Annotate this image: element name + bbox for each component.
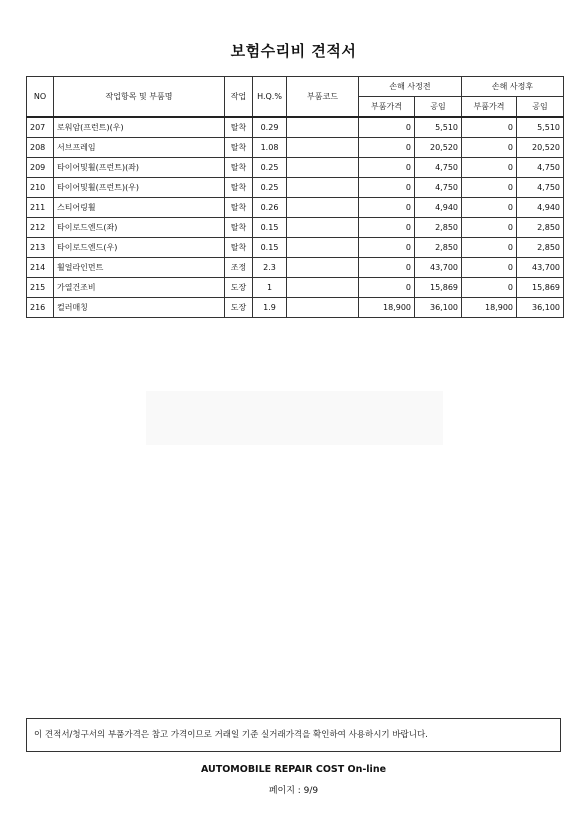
row-before-labor: 15,869	[415, 278, 462, 298]
row-after-labor: 5,510	[517, 117, 564, 138]
row-after-labor: 4,750	[517, 178, 564, 198]
row-after-labor: 15,869	[517, 278, 564, 298]
row-work: 도장	[225, 298, 253, 318]
header-after-labor: 공임	[517, 97, 564, 118]
row-item: 로워암(프런트)(우)	[54, 117, 225, 138]
row-before-part-price: 0	[359, 278, 415, 298]
row-after-part-price: 0	[462, 258, 517, 278]
row-item: 휠얼라인먼트	[54, 258, 225, 278]
header-before-part-price: 부품가격	[359, 97, 415, 118]
row-before-part-price: 0	[359, 138, 415, 158]
header-part-code: 부품코드	[287, 77, 359, 118]
header-hq: H.Q.%	[253, 77, 287, 118]
row-after-part-price: 0	[462, 117, 517, 138]
row-no: 214	[27, 258, 54, 278]
row-item: 타이어및휠(프런트)(우)	[54, 178, 225, 198]
row-part-code	[287, 238, 359, 258]
table-row	[27, 278, 564, 298]
row-after-part-price: 0	[462, 198, 517, 218]
row-after-part-price: 18,900	[462, 298, 517, 318]
row-part-code	[287, 258, 359, 278]
row-before-part-price: 18,900	[359, 298, 415, 318]
row-part-code	[287, 218, 359, 238]
row-work: 탈착	[225, 178, 253, 198]
row-item: 타이어및휠(프런트)(좌)	[54, 158, 225, 178]
row-no: 213	[27, 238, 54, 258]
row-before-part-price: 0	[359, 238, 415, 258]
row-no: 207	[27, 117, 54, 138]
row-part-code	[287, 178, 359, 198]
row-after-part-price: 0	[462, 138, 517, 158]
row-item: 서브프레임	[54, 138, 225, 158]
row-after-part-price: 0	[462, 158, 517, 178]
row-work: 탈착	[225, 138, 253, 158]
row-no: 212	[27, 218, 54, 238]
row-part-code	[287, 198, 359, 218]
row-after-labor: 4,750	[517, 158, 564, 178]
row-hq: 1.9	[253, 298, 287, 318]
table-row	[27, 238, 564, 258]
table-row	[27, 198, 564, 218]
row-item: 타이로드엔드(우)	[54, 238, 225, 258]
header-after-part-price: 부품가격	[462, 97, 517, 118]
row-no: 215	[27, 278, 54, 298]
row-item: 가열건조비	[54, 278, 225, 298]
row-work: 탈착	[225, 158, 253, 178]
row-before-labor: 5,510	[415, 117, 462, 138]
row-after-labor: 4,940	[517, 198, 564, 218]
row-no: 209	[27, 158, 54, 178]
table-row	[27, 178, 564, 198]
row-before-labor: 4,750	[415, 178, 462, 198]
row-part-code	[287, 298, 359, 318]
row-work: 탈착	[225, 238, 253, 258]
row-after-labor: 2,850	[517, 218, 564, 238]
header-no: NO	[27, 77, 54, 118]
row-before-labor: 20,520	[415, 138, 462, 158]
row-after-labor: 20,520	[517, 138, 564, 158]
row-before-labor: 4,750	[415, 158, 462, 178]
price-notice: 이 견적서/청구서의 부품가격은 참고 가격이므로 거래일 기준 실거래가격을 확인하여 사용하시기 바랍니다.	[26, 718, 561, 752]
header-after-adjustment: 손해 사정후	[462, 77, 564, 97]
row-after-part-price: 0	[462, 218, 517, 238]
row-before-part-price: 0	[359, 117, 415, 138]
row-no: 216	[27, 298, 54, 318]
row-no: 210	[27, 178, 54, 198]
row-item: 컬러매칭	[54, 298, 225, 318]
row-before-part-price: 0	[359, 198, 415, 218]
row-after-part-price: 0	[462, 278, 517, 298]
row-before-part-price: 0	[359, 178, 415, 198]
row-hq: 1.08	[253, 138, 287, 158]
row-work: 탈착	[225, 117, 253, 138]
table-row	[27, 138, 564, 158]
table-row	[27, 117, 564, 138]
row-before-part-price: 0	[359, 258, 415, 278]
header-before-labor: 공임	[415, 97, 462, 118]
row-before-labor: 4,940	[415, 198, 462, 218]
row-work: 도장	[225, 278, 253, 298]
watermark	[146, 391, 443, 445]
row-before-labor: 2,850	[415, 218, 462, 238]
row-no: 211	[27, 198, 54, 218]
row-item: 타이로드엔드(좌)	[54, 218, 225, 238]
row-part-code	[287, 117, 359, 138]
footer-service-name: AUTOMOBILE REPAIR COST On-line	[200, 764, 387, 775]
row-before-labor: 2,850	[415, 238, 462, 258]
row-before-labor: 36,100	[415, 298, 462, 318]
row-after-part-price: 0	[462, 178, 517, 198]
row-hq: 0.15	[253, 238, 287, 258]
row-hq: 1	[253, 278, 287, 298]
row-part-code	[287, 158, 359, 178]
header-work: 작업	[225, 77, 253, 118]
row-before-part-price: 0	[359, 218, 415, 238]
row-part-code	[287, 138, 359, 158]
row-before-labor: 43,700	[415, 258, 462, 278]
document-title: 보험수리비 견적서	[230, 42, 357, 60]
row-after-labor: 43,700	[517, 258, 564, 278]
row-after-labor: 2,850	[517, 238, 564, 258]
row-work: 조정	[225, 258, 253, 278]
row-hq: 0.15	[253, 218, 287, 238]
row-hq: 0.29	[253, 117, 287, 138]
header-item: 작업항목 및 부품명	[54, 77, 225, 118]
row-hq: 0.26	[253, 198, 287, 218]
estimate-rows	[27, 117, 564, 318]
row-hq: 0.25	[253, 178, 287, 198]
header-before-adjustment: 손해 사정전	[359, 77, 462, 97]
row-item: 스티어링휠	[54, 198, 225, 218]
row-hq: 0.25	[253, 158, 287, 178]
row-after-part-price: 0	[462, 238, 517, 258]
table-row	[27, 298, 564, 318]
row-hq: 2.3	[253, 258, 287, 278]
row-part-code	[287, 278, 359, 298]
row-work: 탈착	[225, 198, 253, 218]
row-after-labor: 36,100	[517, 298, 564, 318]
table-row	[27, 258, 564, 278]
row-work: 탈착	[225, 218, 253, 238]
estimate-table	[26, 76, 564, 318]
table-row	[27, 158, 564, 178]
page-number: 페이지 : 9/9	[268, 786, 319, 796]
row-no: 208	[27, 138, 54, 158]
row-before-part-price: 0	[359, 158, 415, 178]
table-row	[27, 218, 564, 238]
